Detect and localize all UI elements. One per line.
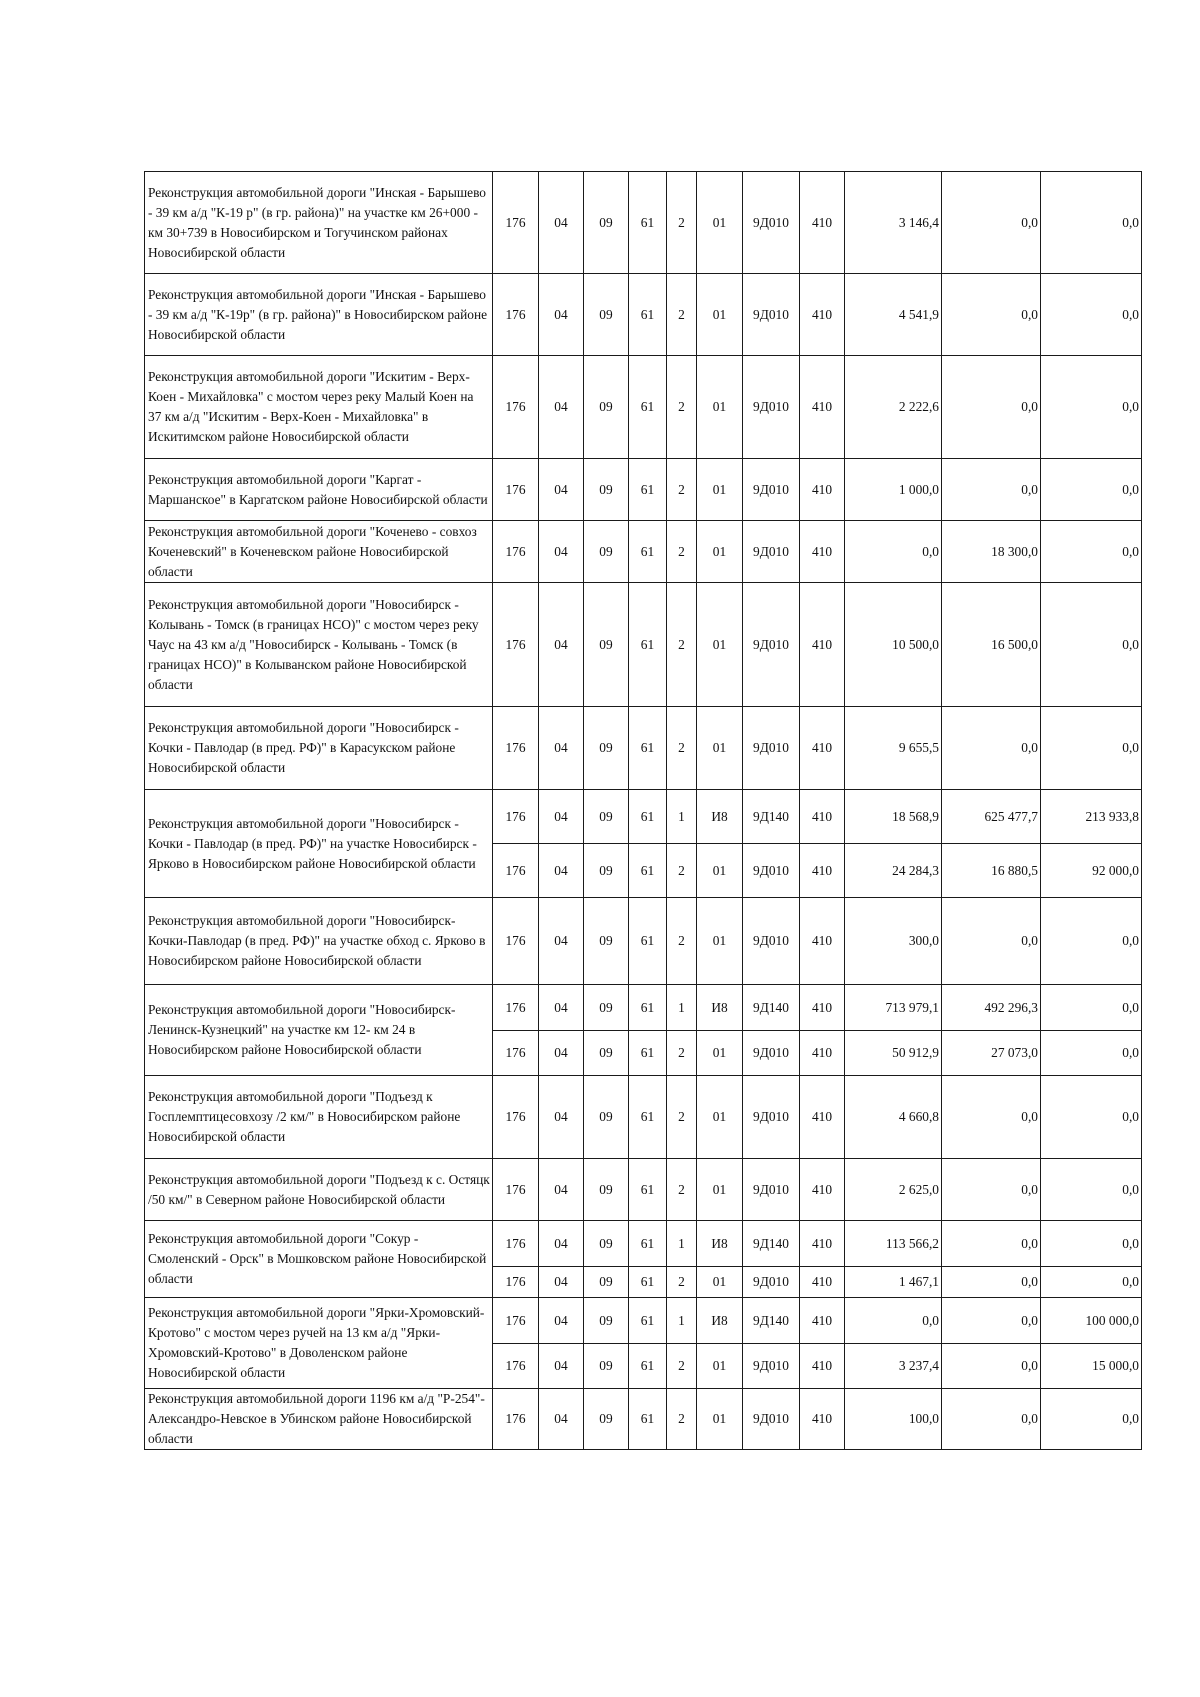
direction-cell: 01 — [697, 459, 743, 521]
direction-cell: И8 — [697, 985, 743, 1031]
amount-year2-cell: 18 300,0 — [942, 521, 1041, 583]
table-row — [145, 1221, 1142, 1267]
admin-code-cell: 176 — [493, 521, 539, 583]
amount-year3-cell: 0,0 — [1041, 707, 1142, 790]
amount-year2-cell: 0,0 — [942, 1298, 1041, 1344]
direction-cell: 01 — [697, 274, 743, 356]
subprogram-cell: 1 — [667, 1221, 697, 1267]
section-cell: 04 — [539, 1298, 584, 1344]
admin-code-cell: 176 — [493, 790, 539, 844]
amount-year3-cell: 0,0 — [1041, 1031, 1142, 1076]
section-cell: 04 — [539, 898, 584, 985]
direction-cell: 01 — [697, 1076, 743, 1159]
program-code-cell: 61 — [629, 790, 667, 844]
subsection-cell: 09 — [584, 1076, 629, 1159]
amount-year3-cell: 0,0 — [1041, 1267, 1142, 1298]
table-row — [145, 172, 1142, 274]
admin-code-cell: 176 — [493, 1031, 539, 1076]
subprogram-cell: 2 — [667, 1076, 697, 1159]
object-name-cell: Реконструкция автомобильной дороги 1196 км а/д "Р-254"- Александро-Невское в Убинском районе Новосибирской области — [145, 1389, 493, 1450]
amount-year3-cell: 0,0 — [1041, 172, 1142, 274]
expense-item-cell: 9Д010 — [743, 521, 800, 583]
subsection-cell: 09 — [584, 459, 629, 521]
expense-item-cell: 9Д010 — [743, 1267, 800, 1298]
amount-year2-cell: 0,0 — [942, 1267, 1041, 1298]
subsection-cell: 09 — [584, 1389, 629, 1450]
expense-item-cell: 9Д010 — [743, 1159, 800, 1221]
amount-year1-cell: 0,0 — [845, 521, 942, 583]
object-name-cell: Реконструкция автомобильной дороги "Сокур - Смоленский - Орск" в Мошковском районе Новосибирской области — [145, 1221, 493, 1298]
section-cell: 04 — [539, 356, 584, 459]
admin-code-cell: 176 — [493, 1389, 539, 1450]
expense-item-cell: 9Д010 — [743, 172, 800, 274]
table-row — [145, 790, 1142, 844]
amount-year2-cell: 0,0 — [942, 172, 1041, 274]
section-cell: 04 — [539, 1389, 584, 1450]
program-code-cell: 61 — [629, 583, 667, 707]
expense-type-cell: 410 — [800, 985, 845, 1031]
direction-cell: 01 — [697, 1344, 743, 1389]
table-row — [145, 521, 1142, 583]
admin-code-cell: 176 — [493, 1267, 539, 1298]
program-code-cell: 61 — [629, 844, 667, 898]
amount-year2-cell: 16 500,0 — [942, 583, 1041, 707]
amount-year3-cell: 0,0 — [1041, 356, 1142, 459]
amount-year2-cell: 0,0 — [942, 1076, 1041, 1159]
amount-year2-cell: 0,0 — [942, 1389, 1041, 1450]
admin-code-cell: 176 — [493, 1298, 539, 1344]
table-row — [145, 985, 1142, 1031]
subprogram-cell: 2 — [667, 707, 697, 790]
expense-type-cell: 410 — [800, 844, 845, 898]
amount-year1-cell: 2 625,0 — [845, 1159, 942, 1221]
object-name-cell: Реконструкция автомобильной дороги "Новосибирск - Колывань - Томск (в границах НСО)" с мостом через реку Чаус на 43 км а/д "Новосибирск - Колывань - Томск (в границах НСО)" в Колыванском районе Новосибирской области — [145, 583, 493, 707]
amount-year2-cell: 0,0 — [942, 1221, 1041, 1267]
table-row — [145, 898, 1142, 985]
program-code-cell: 61 — [629, 1389, 667, 1450]
amount-year1-cell: 713 979,1 — [845, 985, 942, 1031]
subsection-cell: 09 — [584, 1031, 629, 1076]
object-name-cell: Реконструкция автомобильной дороги "Подъезд к с. Остяцк /50 км/" в Северном районе Новосибирской области — [145, 1159, 493, 1221]
amount-year1-cell: 0,0 — [845, 1298, 942, 1344]
expense-item-cell: 9Д010 — [743, 707, 800, 790]
amount-year3-cell: 0,0 — [1041, 521, 1142, 583]
subsection-cell: 09 — [584, 274, 629, 356]
subprogram-cell: 2 — [667, 1344, 697, 1389]
amount-year1-cell: 1 000,0 — [845, 459, 942, 521]
expense-item-cell: 9Д010 — [743, 898, 800, 985]
section-cell: 04 — [539, 521, 584, 583]
admin-code-cell: 176 — [493, 1076, 539, 1159]
table-row — [145, 1389, 1142, 1450]
program-code-cell: 61 — [629, 274, 667, 356]
program-code-cell: 61 — [629, 356, 667, 459]
subprogram-cell: 1 — [667, 985, 697, 1031]
amount-year3-cell: 0,0 — [1041, 583, 1142, 707]
subsection-cell: 09 — [584, 844, 629, 898]
program-code-cell: 61 — [629, 1076, 667, 1159]
section-cell: 04 — [539, 1031, 584, 1076]
section-cell: 04 — [539, 274, 584, 356]
expense-item-cell: 9Д010 — [743, 583, 800, 707]
program-code-cell: 61 — [629, 1221, 667, 1267]
amount-year3-cell: 213 933,8 — [1041, 790, 1142, 844]
object-name-cell: Реконструкция автомобильной дороги "Ярки-Хромовский-Кротово" с мостом через ручей на 13 км а/д "Ярки-Хромовский-Кротово" в Доволенском районе Новосибирской области — [145, 1298, 493, 1389]
expense-type-cell: 410 — [800, 459, 845, 521]
amount-year2-cell: 16 880,5 — [942, 844, 1041, 898]
amount-year3-cell: 0,0 — [1041, 1159, 1142, 1221]
amount-year1-cell: 4 541,9 — [845, 274, 942, 356]
object-name-cell: Реконструкция автомобильной дороги "Инская - Барышево - 39 км а/д "К-19р" (в гр. района)" в Новосибирском районе Новосибирской области — [145, 274, 493, 356]
expense-type-cell: 410 — [800, 898, 845, 985]
amount-year3-cell: 100 000,0 — [1041, 1298, 1142, 1344]
expense-type-cell: 410 — [800, 1298, 845, 1344]
subsection-cell: 09 — [584, 898, 629, 985]
direction-cell: 01 — [697, 521, 743, 583]
expense-type-cell: 410 — [800, 1344, 845, 1389]
expense-type-cell: 410 — [800, 521, 845, 583]
direction-cell: 01 — [697, 1389, 743, 1450]
subsection-cell: 09 — [584, 790, 629, 844]
expense-type-cell: 410 — [800, 1267, 845, 1298]
subprogram-cell: 2 — [667, 521, 697, 583]
section-cell: 04 — [539, 790, 584, 844]
section-cell: 04 — [539, 985, 584, 1031]
subprogram-cell: 2 — [667, 1267, 697, 1298]
subprogram-cell: 1 — [667, 1298, 697, 1344]
amount-year3-cell: 0,0 — [1041, 1221, 1142, 1267]
direction-cell: 01 — [697, 707, 743, 790]
expense-type-cell: 410 — [800, 1159, 845, 1221]
object-name-cell: Реконструкция автомобильной дороги "Новосибирск - Кочки - Павлодар (в пред. РФ)" в Карасукском районе Новосибирской области — [145, 707, 493, 790]
expense-type-cell: 410 — [800, 172, 845, 274]
subprogram-cell: 2 — [667, 583, 697, 707]
admin-code-cell: 176 — [493, 707, 539, 790]
expense-type-cell: 410 — [800, 274, 845, 356]
admin-code-cell: 176 — [493, 844, 539, 898]
amount-year2-cell: 0,0 — [942, 356, 1041, 459]
section-cell: 04 — [539, 1076, 584, 1159]
direction-cell: 01 — [697, 172, 743, 274]
table-row — [145, 274, 1142, 356]
subprogram-cell: 2 — [667, 898, 697, 985]
admin-code-cell: 176 — [493, 274, 539, 356]
subprogram-cell: 2 — [667, 356, 697, 459]
expense-type-cell: 410 — [800, 707, 845, 790]
admin-code-cell: 176 — [493, 459, 539, 521]
direction-cell: 01 — [697, 844, 743, 898]
direction-cell: 01 — [697, 356, 743, 459]
object-name-cell: Реконструкция автомобильной дороги "Подъезд к Госплемптицесовхозу /2 км/" в Новосибирском районе Новосибирской области — [145, 1076, 493, 1159]
expense-item-cell: 9Д010 — [743, 1076, 800, 1159]
amount-year3-cell: 92 000,0 — [1041, 844, 1142, 898]
amount-year2-cell: 492 296,3 — [942, 985, 1041, 1031]
section-cell: 04 — [539, 172, 584, 274]
amount-year3-cell: 0,0 — [1041, 985, 1142, 1031]
amount-year1-cell: 1 467,1 — [845, 1267, 942, 1298]
amount-year1-cell: 4 660,8 — [845, 1076, 942, 1159]
expense-item-cell: 9Д010 — [743, 1344, 800, 1389]
expense-item-cell: 9Д140 — [743, 985, 800, 1031]
direction-cell: И8 — [697, 1298, 743, 1344]
expense-type-cell: 410 — [800, 790, 845, 844]
subsection-cell: 09 — [584, 1298, 629, 1344]
amount-year2-cell: 0,0 — [942, 707, 1041, 790]
program-code-cell: 61 — [629, 898, 667, 985]
subsection-cell: 09 — [584, 1267, 629, 1298]
direction-cell: 01 — [697, 1267, 743, 1298]
direction-cell: 01 — [697, 1031, 743, 1076]
object-name-cell: Реконструкция автомобильной дороги "Новосибирск - Кочки - Павлодар (в пред. РФ)" на участке Новосибирск - Ярково в Новосибирском районе Новосибирской области — [145, 790, 493, 898]
expense-type-cell: 410 — [800, 1221, 845, 1267]
subsection-cell: 09 — [584, 356, 629, 459]
object-name-cell: Реконструкция автомобильной дороги "Новосибирск-Ленинск-Кузнецкий" на участке км 12- км 24 в Новосибирском районе Новосибирской области — [145, 985, 493, 1076]
amount-year3-cell: 0,0 — [1041, 1389, 1142, 1450]
amount-year2-cell: 0,0 — [942, 898, 1041, 985]
subprogram-cell: 2 — [667, 274, 697, 356]
program-code-cell: 61 — [629, 1298, 667, 1344]
expense-type-cell: 410 — [800, 1076, 845, 1159]
subprogram-cell: 2 — [667, 172, 697, 274]
amount-year1-cell: 100,0 — [845, 1389, 942, 1450]
section-cell: 04 — [539, 1344, 584, 1389]
amount-year1-cell: 2 222,6 — [845, 356, 942, 459]
subsection-cell: 09 — [584, 1221, 629, 1267]
expense-item-cell: 9Д010 — [743, 1389, 800, 1450]
amount-year2-cell: 0,0 — [942, 274, 1041, 356]
budget-table — [144, 171, 1142, 1450]
section-cell: 04 — [539, 844, 584, 898]
program-code-cell: 61 — [629, 1267, 667, 1298]
admin-code-cell: 176 — [493, 172, 539, 274]
direction-cell: И8 — [697, 790, 743, 844]
program-code-cell: 61 — [629, 707, 667, 790]
direction-cell: 01 — [697, 1159, 743, 1221]
expense-type-cell: 410 — [800, 1031, 845, 1076]
expense-type-cell: 410 — [800, 356, 845, 459]
subprogram-cell: 2 — [667, 1159, 697, 1221]
table-row — [145, 459, 1142, 521]
amount-year2-cell: 625 477,7 — [942, 790, 1041, 844]
subsection-cell: 09 — [584, 707, 629, 790]
subsection-cell: 09 — [584, 583, 629, 707]
admin-code-cell: 176 — [493, 583, 539, 707]
amount-year2-cell: 0,0 — [942, 1159, 1041, 1221]
amount-year2-cell: 27 073,0 — [942, 1031, 1041, 1076]
amount-year2-cell: 0,0 — [942, 459, 1041, 521]
amount-year2-cell: 0,0 — [942, 1344, 1041, 1389]
table-row — [145, 356, 1142, 459]
amount-year1-cell: 113 566,2 — [845, 1221, 942, 1267]
admin-code-cell: 176 — [493, 1221, 539, 1267]
section-cell: 04 — [539, 1267, 584, 1298]
amount-year1-cell: 3 146,4 — [845, 172, 942, 274]
expense-item-cell: 9Д010 — [743, 844, 800, 898]
program-code-cell: 61 — [629, 521, 667, 583]
table-row — [145, 707, 1142, 790]
expense-item-cell: 9Д010 — [743, 274, 800, 356]
expense-type-cell: 410 — [800, 583, 845, 707]
subprogram-cell: 1 — [667, 790, 697, 844]
expense-type-cell: 410 — [800, 1389, 845, 1450]
direction-cell: 01 — [697, 898, 743, 985]
table-row — [145, 1298, 1142, 1344]
expense-item-cell: 9Д140 — [743, 1298, 800, 1344]
table-row — [145, 1159, 1142, 1221]
expense-item-cell: 9Д010 — [743, 1031, 800, 1076]
program-code-cell: 61 — [629, 1159, 667, 1221]
table-row — [145, 583, 1142, 707]
subsection-cell: 09 — [584, 521, 629, 583]
section-cell: 04 — [539, 707, 584, 790]
section-cell: 04 — [539, 459, 584, 521]
subprogram-cell: 2 — [667, 1031, 697, 1076]
subsection-cell: 09 — [584, 985, 629, 1031]
expense-item-cell: 9Д140 — [743, 790, 800, 844]
object-name-cell: Реконструкция автомобильной дороги "Новосибирск-Кочки-Павлодар (в пред. РФ)" на участке обход с. Ярково в Новосибирском районе Новосибирской области — [145, 898, 493, 985]
amount-year3-cell: 0,0 — [1041, 898, 1142, 985]
admin-code-cell: 176 — [493, 1344, 539, 1389]
subprogram-cell: 2 — [667, 459, 697, 521]
subprogram-cell: 2 — [667, 844, 697, 898]
section-cell: 04 — [539, 1221, 584, 1267]
program-code-cell: 61 — [629, 1031, 667, 1076]
amount-year1-cell: 10 500,0 — [845, 583, 942, 707]
admin-code-cell: 176 — [493, 1159, 539, 1221]
amount-year1-cell: 24 284,3 — [845, 844, 942, 898]
expense-item-cell: 9Д140 — [743, 1221, 800, 1267]
object-name-cell: Реконструкция автомобильной дороги "Инская - Барышево - 39 км а/д "К-19 р" (в гр. района)" на участке км 26+000 - км 30+739 в Новосибирском и Тогучинском районах Новосибирской области — [145, 172, 493, 274]
amount-year1-cell: 18 568,9 — [845, 790, 942, 844]
amount-year1-cell: 3 237,4 — [845, 1344, 942, 1389]
program-code-cell: 61 — [629, 459, 667, 521]
program-code-cell: 61 — [629, 985, 667, 1031]
object-name-cell: Реконструкция автомобильной дороги "Коченево - совхоз Коченевский" в Коченевском районе Новосибирской области — [145, 521, 493, 583]
section-cell: 04 — [539, 1159, 584, 1221]
admin-code-cell: 176 — [493, 356, 539, 459]
amount-year1-cell: 300,0 — [845, 898, 942, 985]
admin-code-cell: 176 — [493, 985, 539, 1031]
subsection-cell: 09 — [584, 1344, 629, 1389]
subprogram-cell: 2 — [667, 1389, 697, 1450]
admin-code-cell: 176 — [493, 898, 539, 985]
amount-year3-cell: 0,0 — [1041, 1076, 1142, 1159]
amount-year1-cell: 9 655,5 — [845, 707, 942, 790]
subsection-cell: 09 — [584, 1159, 629, 1221]
amount-year1-cell: 50 912,9 — [845, 1031, 942, 1076]
program-code-cell: 61 — [629, 172, 667, 274]
object-name-cell: Реконструкция автомобильной дороги "Искитим - Верх-Коен - Михайловка" с мостом через реку Малый Коен на 37 км а/д "Искитим - Верх-Коен - Михайловка" в Искитимском районе Новосибирской области — [145, 356, 493, 459]
program-code-cell: 61 — [629, 1344, 667, 1389]
direction-cell: И8 — [697, 1221, 743, 1267]
direction-cell: 01 — [697, 583, 743, 707]
amount-year3-cell: 0,0 — [1041, 459, 1142, 521]
amount-year3-cell: 0,0 — [1041, 274, 1142, 356]
amount-year3-cell: 15 000,0 — [1041, 1344, 1142, 1389]
object-name-cell: Реконструкция автомобильной дороги "Каргат - Маршанское" в Каргатском районе Новосибирской области — [145, 459, 493, 521]
table-row — [145, 1076, 1142, 1159]
subsection-cell: 09 — [584, 172, 629, 274]
expense-item-cell: 9Д010 — [743, 356, 800, 459]
section-cell: 04 — [539, 583, 584, 707]
expense-item-cell: 9Д010 — [743, 459, 800, 521]
